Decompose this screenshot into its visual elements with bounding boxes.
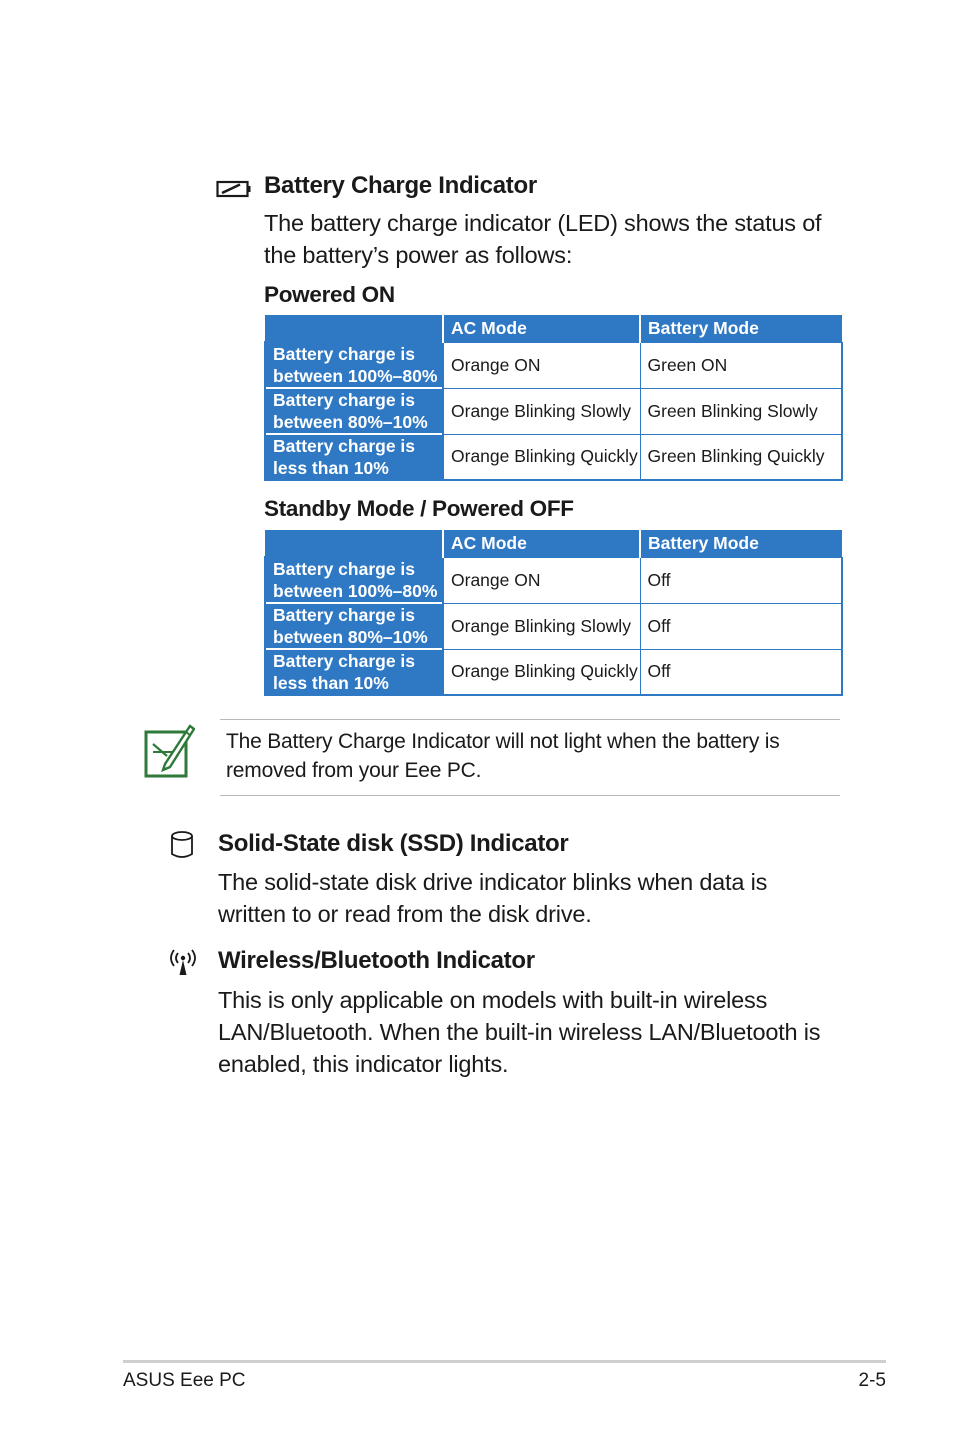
note-text	[226, 727, 780, 785]
description-line: enabled, this indicator lights.	[218, 1051, 509, 1077]
wireless-indicator-heading: Wireless/Bluetooth Indicator	[218, 947, 535, 974]
table-header-battery-mode: Battery Mode	[640, 530, 842, 557]
powered-on-title: Powered ON	[264, 282, 395, 307]
footer-page-number: 2-5	[858, 1370, 886, 1391]
row-condition: Battery charge is between 100%–80%	[265, 342, 443, 388]
ssd-indicator-description	[218, 866, 767, 930]
description-line: written to or read from the disk drive.	[218, 901, 592, 927]
table-row	[265, 342, 842, 388]
cell-ac-mode: Orange ON	[443, 557, 640, 603]
table-row	[265, 603, 842, 649]
cell-battery-mode: Green Blinking Slowly	[640, 388, 842, 434]
table-row	[265, 557, 842, 603]
note-line: The Battery Charge Indicator will not light when the battery is	[226, 730, 780, 753]
cell-ac-mode: Orange ON	[443, 342, 640, 388]
table-header-corner	[265, 315, 443, 342]
battery-indicator-description	[264, 207, 821, 271]
cell-battery-mode: Green ON	[640, 342, 842, 388]
table-header-row	[265, 530, 842, 557]
note-pencil-icon	[143, 722, 195, 780]
battery-charge-icon	[216, 179, 252, 199]
row-condition: Battery charge is between 100%–80%	[265, 557, 443, 603]
ssd-indicator-heading: Solid-State disk (SSD) Indicator	[218, 830, 569, 857]
row-condition: Battery charge is between 80%–10%	[265, 603, 443, 649]
wireless-indicator-description	[218, 984, 820, 1080]
table-header-ac-mode: AC Mode	[443, 530, 640, 557]
description-line: This is only applicable on models with built-in wireless	[218, 987, 768, 1013]
row-condition: Battery charge is between 80%–10%	[265, 388, 443, 434]
table-row	[265, 649, 842, 695]
description-line: The solid-state disk drive indicator blinks when data is	[218, 869, 768, 895]
footer-rule	[123, 1360, 886, 1363]
table-header-corner	[265, 530, 443, 557]
table-row	[265, 388, 842, 434]
cell-battery-mode: Off	[640, 557, 842, 603]
description-line: the battery’s power as follows:	[264, 242, 573, 268]
row-condition: Battery charge is less than 10%	[265, 649, 443, 695]
standby-table	[264, 530, 843, 696]
table-header-row	[265, 315, 842, 342]
description-line: LAN/Bluetooth. When the built-in wireless LAN/Bluetooth is	[218, 1019, 821, 1045]
wireless-antenna-icon	[168, 948, 198, 976]
cell-battery-mode: Off	[640, 649, 842, 695]
footer-product-name: ASUS Eee PC	[123, 1370, 246, 1391]
cell-ac-mode: Orange Blinking Slowly	[443, 388, 640, 434]
battery-indicator-heading: Battery Charge Indicator	[264, 172, 537, 199]
note-top-rule	[220, 719, 840, 720]
powered-on-table	[264, 315, 843, 481]
cell-ac-mode: Orange Blinking Slowly	[443, 603, 640, 649]
cell-battery-mode: Off	[640, 603, 842, 649]
disk-cylinder-icon	[169, 830, 195, 860]
note-bottom-rule	[220, 795, 840, 796]
table-header-ac-mode: AC Mode	[443, 315, 640, 342]
note-line: removed from your Eee PC.	[226, 759, 482, 782]
description-line: The battery charge indicator (LED) shows the status of	[264, 210, 822, 236]
cell-ac-mode: Orange Blinking Quickly	[443, 434, 640, 480]
standby-title: Standby Mode / Powered OFF	[264, 496, 574, 521]
table-row	[265, 434, 842, 480]
row-condition: Battery charge is less than 10%	[265, 434, 443, 480]
table-header-battery-mode: Battery Mode	[640, 315, 842, 342]
cell-ac-mode: Orange Blinking Quickly	[443, 649, 640, 695]
cell-battery-mode: Green Blinking Quickly	[640, 434, 842, 480]
